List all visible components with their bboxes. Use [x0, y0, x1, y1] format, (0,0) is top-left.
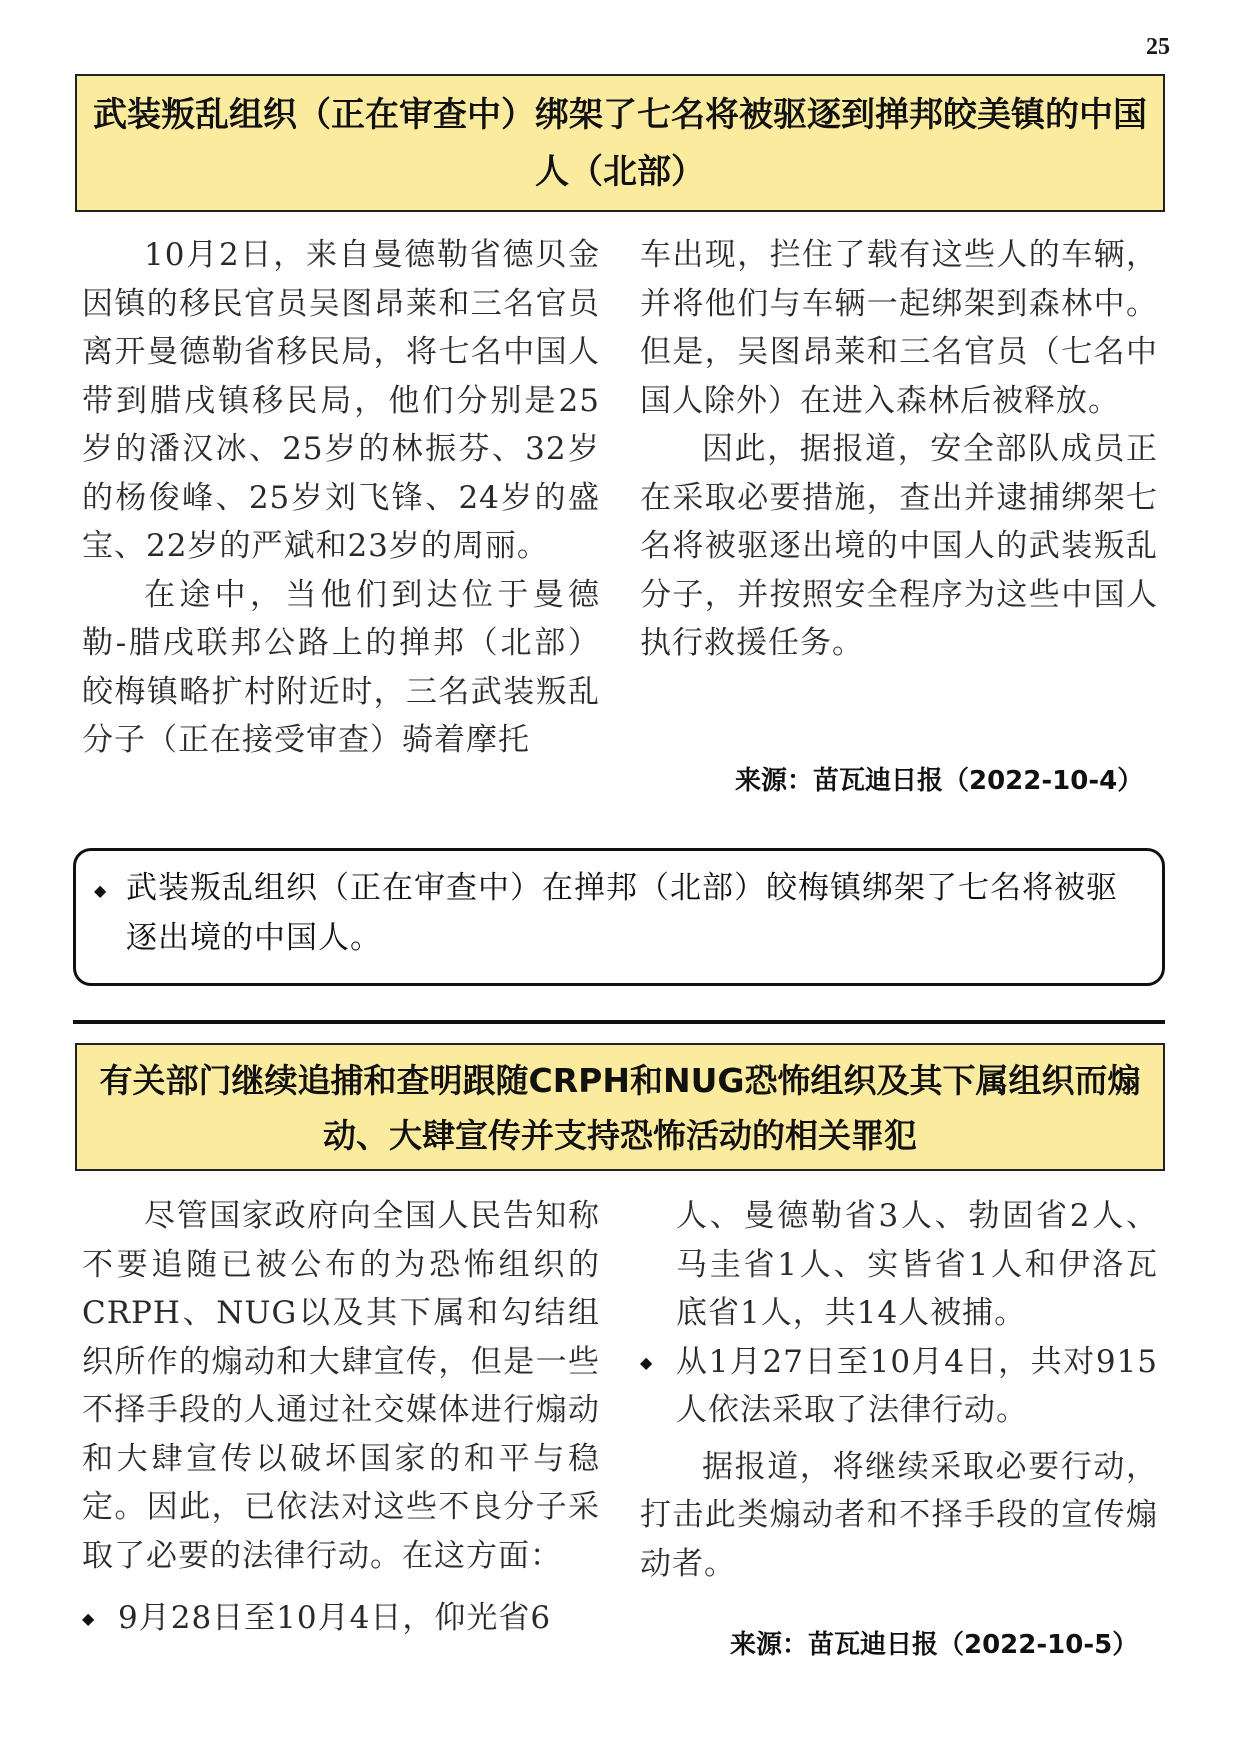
- article2-bullet-2-text: 从1月27日至10月4日，共对915人依法采取了法律行动。: [676, 1343, 1158, 1428]
- article1-source: 来源：苗瓦迪日报（2022-10-4）: [735, 766, 1144, 796]
- article2-bullet-1-continuation: 人、曼德勒省3人、勃固省2人、马圭省1人、实皆省1人和伊洛瓦底省1人，共14人被捕。: [676, 1198, 1158, 1331]
- article1-paragraph-2: 在途中，当他们到达位于曼德勒-腊戌联邦公路上的掸邦（北部）皎梅镇略扩村附近时，三名武装叛乱分子（正在接受审查）骑着摩托: [82, 576, 600, 758]
- diamond-bullet-icon: ◆: [82, 1609, 96, 1628]
- article1-paragraph-1: 10月2日，来自曼德勒省德贝金因镇的移民官员吴图昂莱和三名官员离开曼德勒省移民局，将七名中国人带到腊戌镇移民局，他们分别是25岁的潘汉冰、25岁的林振芬、32岁的杨俊峰、25岁刘飞锋、24岁的盛宝、22岁的严斌和23岁的周丽。: [82, 237, 600, 564]
- section-divider: [73, 1020, 1165, 1024]
- article1-headline: 武装叛乱组织（正在审查中）绑架了七名将被驱逐到掸邦皎美镇的中国人（北部）: [75, 74, 1165, 212]
- article2-paragraph-2: 据报道，将继续采取必要行动，打击此类煽动者和不择手段的宣传煽动者。: [640, 1448, 1158, 1582]
- diamond-bullet-icon: ◆: [94, 881, 107, 900]
- article2-paragraph-1: 尽管国家政府向全国人民告知称不要追随已被公布的为恐怖组织的CRPH、NUG以及其下属和勾结组织所作的煽动和大肆宣传，但是一些不择手段的人通过社交媒体进行煽动和大肆宣传以破坏国家的和平与稳定。因此，已依法对这些不良分子采取了必要的法律行动。在这方面：: [82, 1198, 600, 1574]
- article2-source: 来源：苗瓦迪日报（2022-10-5）: [730, 1630, 1139, 1660]
- article2-bullet-1-text: 9月28日至10月4日，仰光省6: [118, 1600, 552, 1636]
- page-number: 25: [1146, 34, 1170, 60]
- diamond-bullet-icon: ◆: [640, 1352, 654, 1372]
- article1-right-column: [640, 231, 1158, 668]
- article2-bullet-1: [82, 1594, 600, 1643]
- article1-left-column: [82, 231, 600, 765]
- article1-paragraph-3: 车出现，拦住了载有这些人的车辆，并将他们与车辆一起绑架到森林中。但是，吴图昂莱和三名官员（七名中国人除外）在进入森林后被释放。: [640, 237, 1158, 419]
- summary-box: [73, 848, 1165, 986]
- article1-paragraph-4: 因此，据报道，安全部队成员正在采取必要措施，查出并逮捕绑架七名将被驱逐出境的中国人的武装叛乱分子，并按照安全程序为这些中国人执行救援任务。: [640, 431, 1158, 661]
- article2-left-column: [82, 1192, 600, 1643]
- article2-bullet-2: [640, 1338, 1158, 1435]
- summary-text: 武装叛乱组织（正在审查中）在掸邦（北部）皎梅镇绑架了七名将被驱逐出境的中国人。: [126, 870, 1118, 956]
- article2-headline: 有关部门继续追捕和查明跟随CRPH和NUG恐怖组织及其下属组织而煽动、大肆宣传并支持恐怖活动的相关罪犯: [75, 1043, 1165, 1171]
- article2-right-column: [640, 1192, 1158, 1588]
